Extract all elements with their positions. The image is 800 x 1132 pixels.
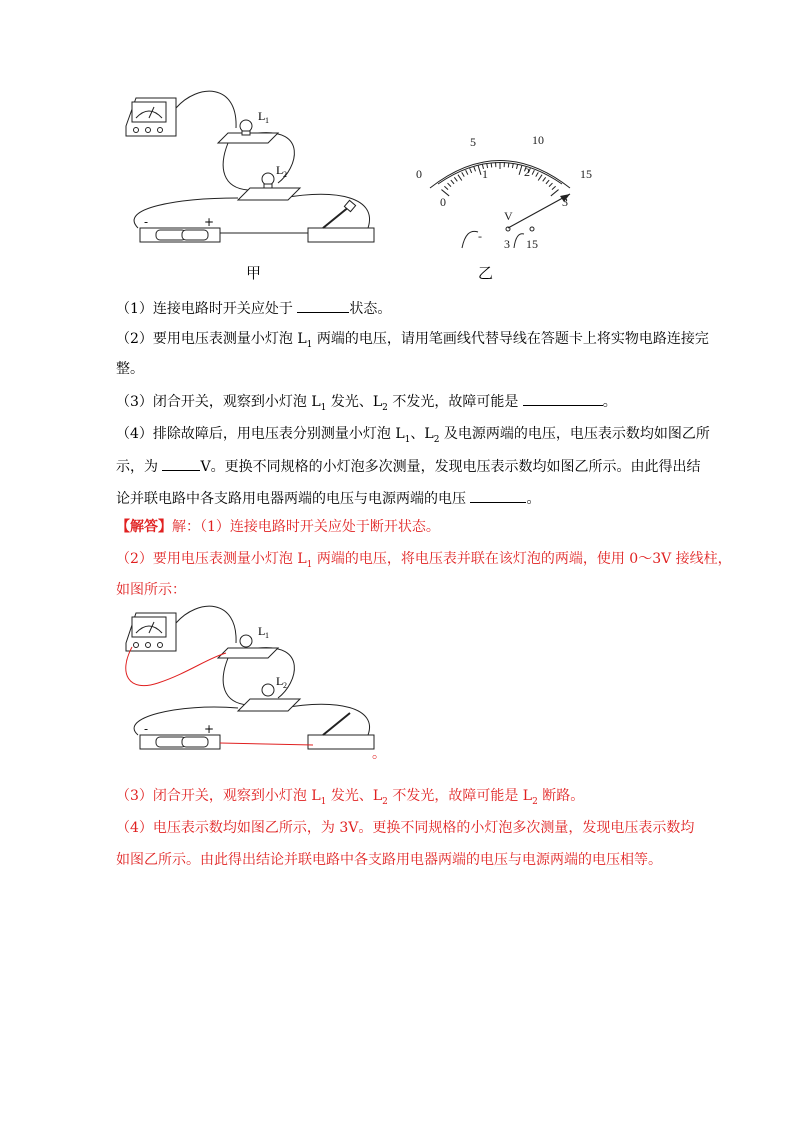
question-4-line2: 示，为 V。更换不同规格的小灯泡多次测量，发现电压表示数均如图乙所示。由此得出结 <box>116 456 701 477</box>
svg-text:-: - <box>144 215 149 229</box>
svg-text:0: 0 <box>416 167 422 181</box>
svg-text:10: 10 <box>532 133 544 147</box>
dial-tick <box>444 186 448 189</box>
answer-2-line1: （2）要用电压表测量小灯泡 $L_1$ 两端的电压，将电压表并联在该灯泡的两端，使用 0～3V 接线柱， <box>116 551 732 570</box>
answer-2-line2: 如图所示： <box>116 582 186 598</box>
svg-text:1: 1 <box>265 631 269 640</box>
svg-text:+: + <box>204 722 215 736</box>
svg-text:L: L <box>276 163 284 177</box>
dial-tick <box>474 167 476 172</box>
svg-text:1: 1 <box>265 116 269 125</box>
dial-tick <box>448 183 451 187</box>
answer-figure-period: 。 <box>372 746 386 762</box>
question-2-line2: 整。 <box>116 361 144 377</box>
question-1: （1）连接电路时开关应处于 状态。 <box>116 298 391 319</box>
svg-text:L: L <box>258 624 266 638</box>
svg-text:3: 3 <box>504 237 510 251</box>
dial-tick <box>508 163 509 168</box>
answer-4-line1: （4）电压表示数均如图乙所示，为 3V。更换不同规格的小灯泡多次测量，发现电压表示数均 <box>116 820 695 836</box>
answer-circuit-figure <box>118 603 388 763</box>
svg-text:1: 1 <box>482 167 488 181</box>
svg-text:V: V <box>504 209 513 223</box>
question-3: （3）闭合开关，观察到小灯泡 $L_1$ 发光、$L_2$ 不发光，故障可能是 。 <box>116 391 617 412</box>
svg-text:L: L <box>276 674 284 688</box>
answer-tag: 【解答】 <box>116 519 172 535</box>
figure-jia-caption: 甲 <box>246 264 262 282</box>
answer-4-line2: 如图乙所示。由此得出结论并联电路中各支路用电器两端的电压与电源两端的电压相等。 <box>116 852 662 868</box>
svg-text:-: - <box>144 722 149 736</box>
dial-tick <box>517 164 518 169</box>
svg-text:2: 2 <box>283 170 287 179</box>
voltmeter-dial-figure-yi <box>410 128 600 253</box>
dial-tick <box>546 180 549 184</box>
svg-text:L: L <box>258 109 266 123</box>
svg-text:2: 2 <box>283 681 287 690</box>
dial-tick <box>519 165 522 175</box>
dial-tick <box>552 186 556 189</box>
answer-3: （3）闭合开关，观察到小灯泡 $L_1$ 发光、$L_2$ 不发光，故障可能是 $L_2$ 断路。 <box>116 788 585 807</box>
dial-tick <box>512 163 513 168</box>
dial-tick <box>451 180 454 184</box>
circuit-figure-jia <box>118 88 388 258</box>
svg-text:2: 2 <box>524 165 530 179</box>
dial-tick <box>549 183 552 187</box>
dial-tick <box>470 168 472 173</box>
svg-text:15: 15 <box>526 237 538 251</box>
question-4-line3: 论并联电路中各支路用电器两端的电压与电源两端的电压 。 <box>116 488 540 509</box>
dial-tick <box>491 163 492 168</box>
svg-text:+: + <box>204 215 215 229</box>
figure-yi-caption: 乙 <box>478 264 494 282</box>
dial-tick <box>538 175 542 181</box>
dial-tick <box>478 165 481 175</box>
dial-tick <box>466 170 468 174</box>
svg-text:-: - <box>478 229 482 243</box>
dial-tick <box>551 190 559 196</box>
svg-text:5: 5 <box>470 135 476 149</box>
question-4-line1: （4）排除故障后，用电压表分别测量小灯泡 $L_1$、$L_2$ 及电源两端的电压，电压表示数均如图乙所 <box>116 426 710 445</box>
dial-tick <box>458 175 462 181</box>
dial-tick <box>462 172 465 176</box>
svg-text:0: 0 <box>440 195 446 209</box>
svg-text:3: 3 <box>562 195 568 209</box>
dial-tick <box>543 177 546 181</box>
question-2-line1: （2）要用电压表测量小灯泡 $L_1$ 两端的电压，请用笔画线代替导线在答题卡上将实物电路连接完 <box>116 331 709 350</box>
dial-tick <box>536 172 539 176</box>
svg-text:15: 15 <box>580 167 592 181</box>
answer-1: 【解答】解：（1）连接电路时开关应处于断开状态。 <box>116 519 440 535</box>
dial-tick <box>532 170 534 174</box>
dial-tick <box>454 177 457 181</box>
